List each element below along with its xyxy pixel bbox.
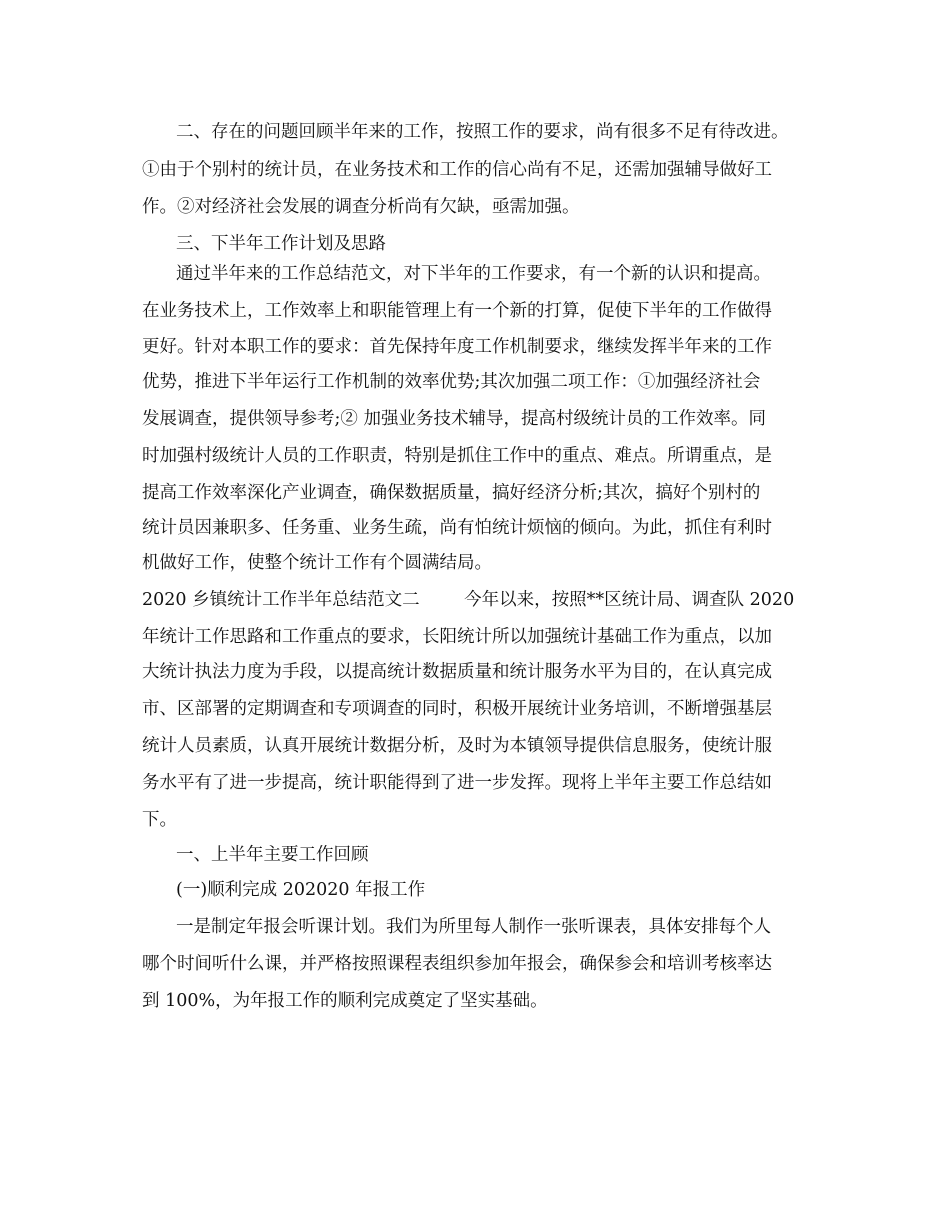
paragraph-line: 在业务技术上，工作效率上和职能管理上有一个新的打算，促使下半年的工作做得 [142, 301, 772, 321]
paragraph-line: 发展调查，提供领导参考;② 加强业务技术辅导，提高村级统计员的工作效率。同 [142, 409, 766, 429]
paragraph-line: ①由于个别村的统计员，在业务技术和工作的信心尚有不足，还需加强辅导做好工 [142, 160, 772, 180]
section-heading: 一、上半年主要工作回顾 [176, 845, 369, 865]
paragraph-line: 时加强村级统计人员的工作职责，特别是抓住工作中的重点、难点。所谓重点，是 [142, 446, 772, 466]
section-heading: 三、下半年工作计划及思路 [176, 234, 386, 254]
article-title-line: 2020 乡镇统计工作半年总结范文二 今年以来，按照**区统计局、调查队 2020 [142, 590, 795, 610]
paragraph-line: 市、区部署的定期调查和专项调查的同时，积极开展统计业务培训，不断增强基层 [142, 699, 772, 719]
paragraph-line: 通过半年来的工作总结范文，对下半年的工作要求，有一个新的认识和提高。 [176, 264, 771, 284]
paragraph-line: 一是制定年报会听课计划。我们为所里每人制作一张听课表，具体安排每个人 [176, 917, 771, 937]
paragraph-line: 到 100%，为年报工作的顺利完成奠定了坚实基础。 [142, 991, 548, 1011]
subsection-heading: (一)顺利完成 202020 年报工作 [176, 880, 426, 900]
paragraph-line: 更好。针对本职工作的要求：首先保持年度工作机制要求，继续发挥半年来的工作 [142, 337, 772, 357]
paragraph-line: 统计人员素质，认真开展统计数据分析，及时为本镇领导提供信息服务，使统计服 [142, 736, 772, 756]
paragraph-line: 年统计工作思路和工作重点的要求，长阳统计所以加强统计基础工作为重点，以加 [142, 627, 772, 647]
paragraph-line: 提高工作效率深化产业调查，确保数据质量，搞好经济分析;其次，搞好个别村的 [142, 483, 761, 503]
paragraph-line: 下。 [142, 810, 177, 830]
paragraph-line: 统计员因兼职多、任务重、业务生疏，尚有怕统计烦恼的倾向。为此，抓住有利时 [142, 518, 772, 538]
paragraph-line: 优势，推进下半年运行工作机制的效率优势;其次加强二项工作：①加强经济社会 [142, 372, 761, 392]
paragraph-line: 机做好工作，使整个统计工作有个圆满结局。 [142, 553, 492, 573]
paragraph-line: 务水平有了进一步提高，统计职能得到了进一步发挥。现将上半年主要工作总结如 [142, 773, 772, 793]
paragraph-line: 大统计执法力度为手段，以提高统计数据质量和统计服务水平为目的，在认真完成 [142, 662, 772, 682]
paragraph-line: 二、存在的问题回顾半年来的工作，按照工作的要求，尚有很多不足有待改进。 [176, 122, 789, 142]
paragraph-line: 作。②对经济社会发展的调查分析尚有欠缺，亟需加强。 [142, 197, 580, 217]
paragraph-line: 哪个时间听什么课，并严格按照课程表组织参加年报会，确保参会和培训考核率达 [142, 954, 772, 974]
